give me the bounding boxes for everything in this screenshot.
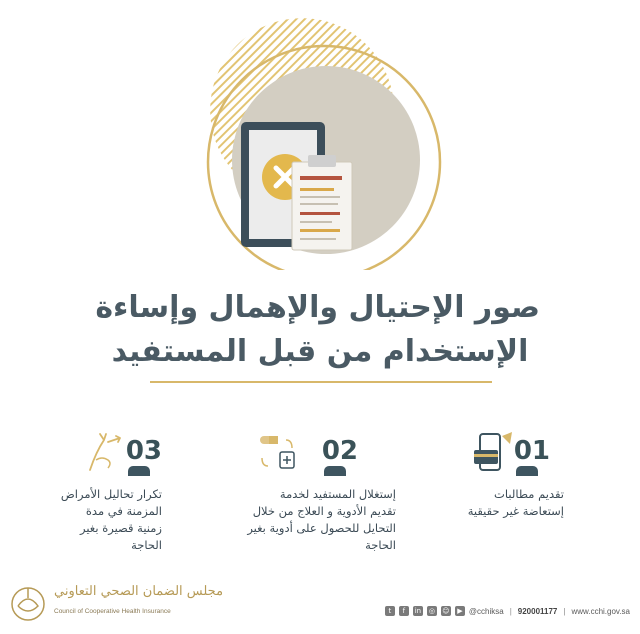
contact-bar bbox=[385, 604, 630, 618]
step-description-line: تقديم الأدوية و العلاج من خلال bbox=[252, 504, 396, 518]
separator: | bbox=[563, 606, 566, 616]
title-line-2: الإستخدام من قبل المستفيد bbox=[111, 334, 529, 369]
snapchat-icon[interactable]: ☺ bbox=[442, 607, 450, 615]
step-description-line: الحاجة bbox=[365, 538, 396, 552]
youtube-icon[interactable]: ▶ bbox=[455, 606, 465, 616]
twitter-icon[interactable]: t bbox=[385, 606, 395, 616]
step-number-underline bbox=[128, 466, 150, 476]
step-description-line: إستعاضة غير حقيقية bbox=[467, 504, 564, 518]
org-name-english: Council of Cooperative Health Insurance bbox=[54, 608, 171, 615]
cchi-logo bbox=[8, 580, 224, 628]
facebook-icon[interactable]: f bbox=[399, 606, 409, 616]
step-description-line: المزمنة في مدة bbox=[85, 504, 162, 518]
logo-emblem-icon bbox=[8, 580, 48, 624]
step-description-line: تقديم مطالبات bbox=[494, 487, 564, 501]
medicine-exchange-icon bbox=[256, 430, 300, 474]
step-description bbox=[414, 486, 564, 520]
separator: | bbox=[509, 606, 512, 616]
step-number: 02 bbox=[321, 436, 358, 466]
org-name-arabic: مجلس الضمان الصحي التعاوني bbox=[54, 584, 224, 599]
step-number-underline bbox=[324, 466, 346, 476]
page-title bbox=[95, 286, 540, 374]
phone-number[interactable]: 920001177 bbox=[517, 606, 558, 616]
step-description-line: التحايل للحصول على أدوية بغير bbox=[247, 521, 396, 535]
footer bbox=[0, 578, 640, 634]
step-number: 01 bbox=[513, 436, 550, 466]
bones-icon bbox=[82, 430, 126, 474]
social-handle[interactable]: @cchiksa bbox=[468, 606, 504, 616]
instagram-icon[interactable]: ◎ bbox=[428, 607, 435, 615]
hero-illustration bbox=[0, 0, 640, 270]
clipboard-icon bbox=[292, 155, 352, 250]
step-number-underline bbox=[516, 466, 538, 476]
title-divider bbox=[150, 381, 492, 383]
step-description-line: الحاجة bbox=[131, 538, 162, 552]
step-description-line: زمنية قصيرة بغير bbox=[79, 521, 162, 535]
step-description-line: تكرار تحاليل الأمراض bbox=[60, 487, 162, 501]
step-number: 03 bbox=[125, 436, 162, 466]
step-description-line: إستغلال المستفيد لخدمة bbox=[279, 487, 396, 501]
title-line-1: صور الإحتيال والإهمال وإساءة bbox=[95, 290, 540, 325]
step-description bbox=[236, 486, 396, 554]
website-link[interactable]: www.cchi.gov.sa bbox=[571, 606, 630, 616]
phone-card-icon bbox=[472, 430, 516, 474]
linkedin-icon[interactable]: in bbox=[414, 607, 422, 615]
step-description bbox=[42, 486, 162, 554]
